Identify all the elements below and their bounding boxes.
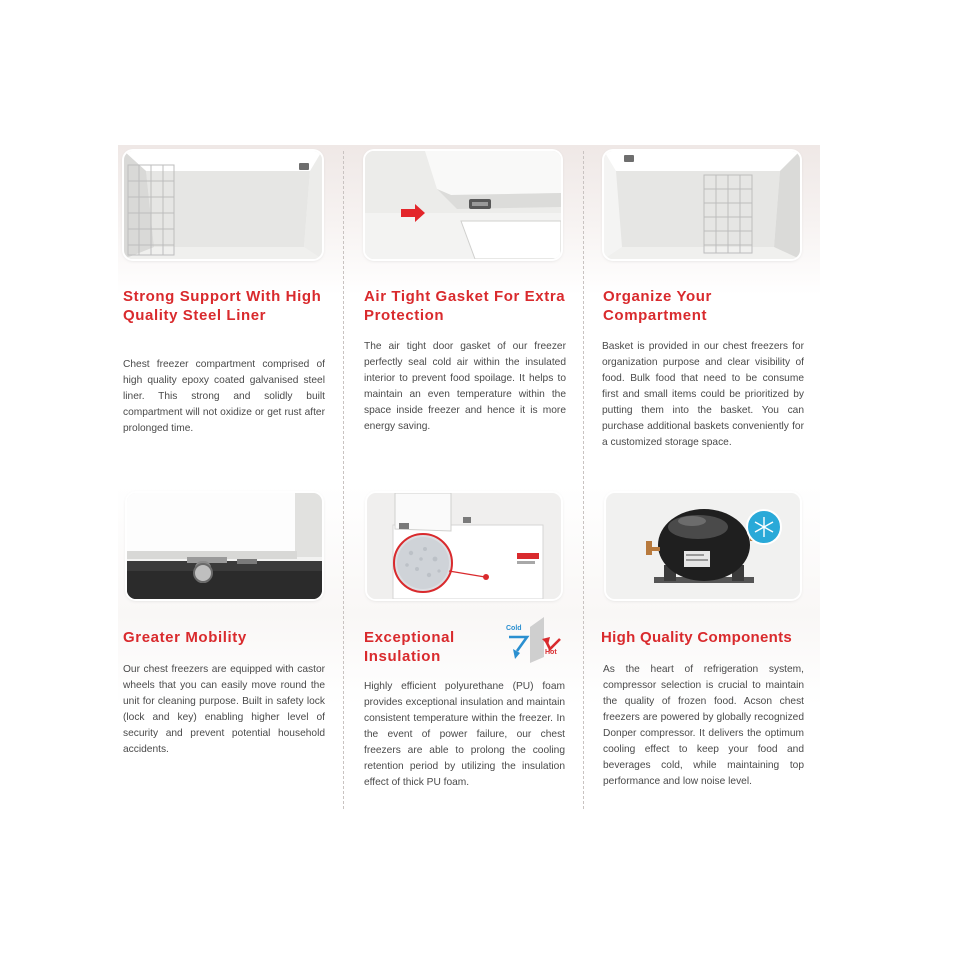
hot-label: Hot (545, 649, 557, 656)
cold-hot-legend (506, 615, 564, 663)
compressor-title: High Quality Components (601, 629, 793, 646)
compressor-description: As the heart of refrigeration system, compressor selection is crucial to maintain the quality of frozen food. Acson chest freezers are powered by globally recognized Donper compressor. It delivers the optimum cooling effect to keep your food and beverages cold, while maintaining top performance and low noise level. (603, 664, 804, 787)
basket-description: Basket is provided in our chest freezers for organization purpose and clear visibility of food. Bulk food that need to be consume first and small items could be prioritized by putting them into the basket. You can purchase additional baskets conveniently for a customized storage space. (602, 341, 804, 448)
basket-title: Organize Your Compartment (603, 288, 712, 324)
feature-sheet (118, 145, 820, 810)
mobility-title: Greater Mobility (123, 629, 247, 646)
insulation-title: Exceptional Insulation (364, 629, 455, 665)
steel-liner-description: Chest freezer compartment comprised of high quality epoxy coated galvanised steel liner. This strong and solidly built compartment will not oxidize or get rust after prolonged time. (123, 359, 325, 434)
gasket-description: The air tight door gasket of our freezer perfectly seal cold air within the insulated interior to prevent food spoilage. It helps to maintain an even temperature within the space inside freezer and hence it is more energy saving. (364, 341, 566, 432)
column-divider-2 (583, 151, 584, 809)
insulation-description: Highly efficient polyurethane (PU) foam provides exceptional insulation and maintain consistent temperature within the freezer. In the event of power failure, our chest freezers are able to prolong the cooling retention period by utilizing the insulation effect of thick PU foam. (364, 681, 565, 788)
compressor-photo (606, 493, 800, 599)
insulation-photo (367, 493, 561, 599)
gasket-title: Air Tight Gasket For Extra Protection (364, 288, 566, 324)
steel-liner-title: Strong Support With High Quality Steel Liner (123, 288, 322, 324)
gasket-photo (365, 151, 561, 259)
mobility-description: Our chest freezers are equipped with castor wheels that you can easily move round the unit for cleaning purpose. Built in safety lock (lock and key) enabling higher level of security and prevent potential household accidents. (123, 664, 325, 755)
steel-liner-photo (124, 151, 322, 259)
column-divider-1 (343, 151, 344, 809)
basket-photo (604, 151, 800, 259)
castor-wheel-photo (127, 493, 322, 599)
cold-label: Cold (506, 625, 522, 632)
